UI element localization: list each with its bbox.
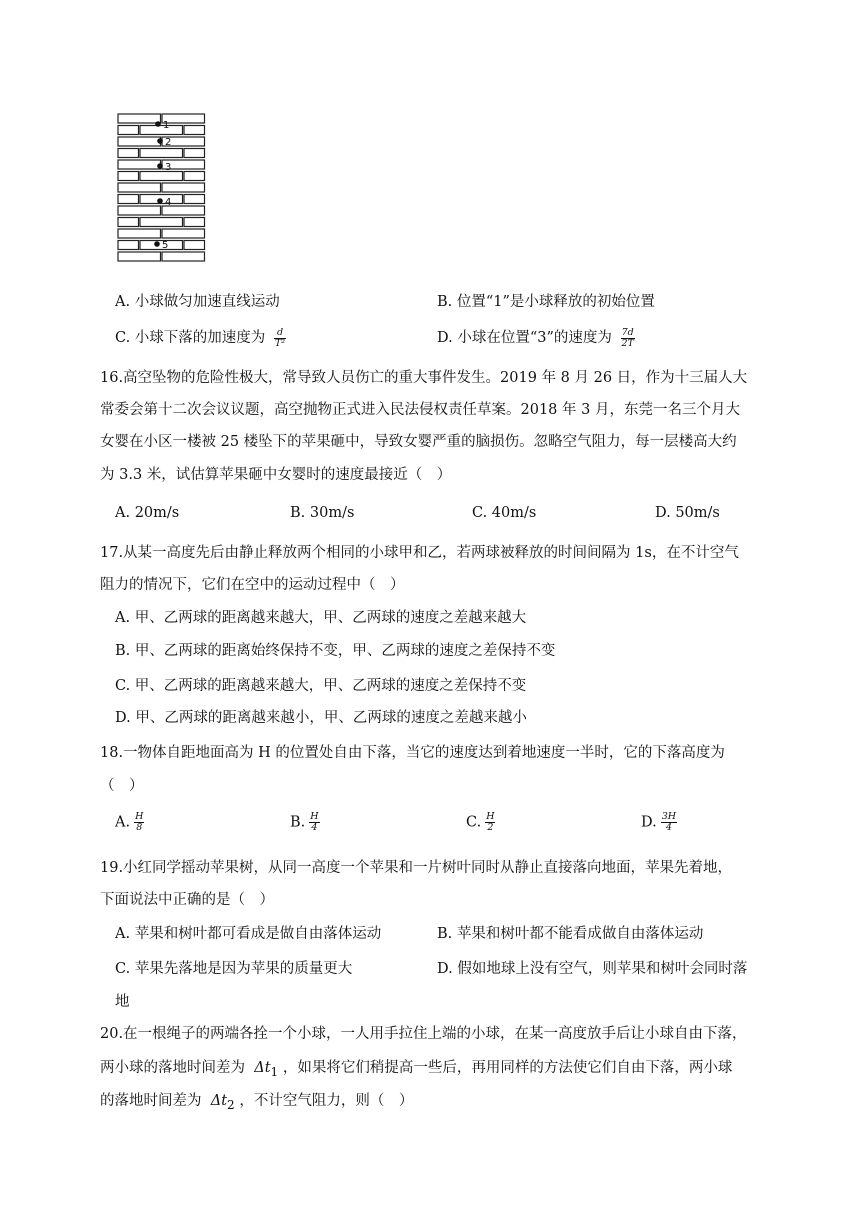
brick — [184, 126, 205, 135]
q15-option-b: B. 位置“1”是小球释放的初始位置 — [437, 294, 655, 310]
brick — [184, 241, 205, 250]
ball-position-4 — [157, 198, 163, 204]
ball-position-5 — [154, 241, 160, 247]
q19-line-2: 下面说法中正确的是（ ） — [100, 892, 274, 908]
q20-line-2: 两小球的落地时间差为 $\Delta t_1$ ，如果将它们稍提高一些后，再用同样的方法使它们自由下落，两小球 — [100, 1060, 733, 1079]
q15-option-a: A. 小球做匀加速直线运动 — [115, 294, 280, 310]
brick — [162, 252, 205, 261]
q17-option-a: A. 甲、乙两球的距离越来越大，甲、乙两球的速度之差越来越大 — [115, 610, 527, 626]
brick — [184, 218, 205, 227]
brick — [118, 114, 161, 123]
q18-option-c: C. $\frac{H}{2}$ — [466, 811, 495, 833]
q15-option-d: D. 小球在位置“3”的速度为 $\frac{7d}{2T}$ — [437, 326, 634, 349]
q17-line-1: 17.从某一高度先后由静止释放两个相同的小球甲和乙，若两球被释放的时间间隔为 1s，在不计空气 — [100, 545, 739, 561]
brick — [118, 241, 139, 250]
brick — [118, 149, 139, 158]
q19-option-a: A. 苹果和树叶都可看成是做自由落体运动 — [115, 926, 382, 942]
q19-option-c: C. 苹果先落地是因为苹果的质量更大 — [115, 961, 353, 977]
brick — [118, 137, 161, 146]
q19-option-d-continued: 地 — [115, 994, 130, 1010]
brick — [118, 172, 139, 181]
ball-position-2 — [157, 138, 163, 144]
ball-position-3 — [157, 163, 163, 169]
q18-line-1: 18.一物体自距地面高为 H 的位置处自由下落，当它的速度达到着地速度一半时，它的下落高度为 — [100, 745, 725, 761]
brick — [118, 218, 139, 227]
ball-label-4: 4 — [165, 197, 172, 208]
q16-option-d: D. 50m/s — [655, 505, 720, 521]
brick — [118, 160, 161, 169]
q16-line-1: 16.高空坠物的危险性极大，常导致人员伤亡的重大事件发生。2019 年 8 月 26 日，作为十三届人大 — [100, 370, 748, 386]
brick — [118, 195, 139, 204]
q19-option-d: D. 假如地球上没有空气，则苹果和树叶会同时落 — [437, 961, 748, 977]
fraction-7d-over-2t: $\frac{7d}{2T}$ — [621, 326, 634, 349]
ball-label-2: 2 — [165, 137, 172, 148]
ball-label-5: 5 — [162, 240, 169, 251]
brick — [162, 229, 205, 238]
q18-option-d: D. $\frac{3H}{4}$ — [641, 811, 677, 833]
q17-line-2: 阻力的情况下，它们在空中的运动过程中（ ） — [100, 577, 405, 593]
q18-line-2: （ ） — [100, 778, 144, 794]
q16-line-2: 常委会第十二次会议议题，高空抛物正式进入民法侵权责任草案。2018 年 3 月，东莞一名三个月大 — [100, 402, 740, 418]
q17-option-b: B. 甲、乙两球的距离始终保持不变，甲、乙两球的速度之差保持不变 — [115, 643, 556, 659]
brick — [140, 172, 183, 181]
q19-option-b: B. 苹果和树叶都不能看成做自由落体运动 — [437, 926, 704, 942]
delta-t1: Δt — [254, 1060, 271, 1076]
q18-option-b: B. $\frac{H}{4}$ — [290, 811, 319, 833]
brick — [118, 206, 161, 215]
q16-line-3: 女婴在小区一楼被 25 楼坠下的苹果砸中，导致女婴严重的脑损伤。忽略空气阻力，每一层楼高大约 — [100, 434, 737, 450]
q17-option-d: D. 甲、乙两球的距离越来越小，甲、乙两球的速度之差越来越小 — [115, 710, 527, 726]
q20-line-3: 的落地时间差为 $\Delta t_2$ ，不计空气阻力，则（ ） — [100, 1093, 414, 1112]
q16-option-b: B. 30m/s — [290, 505, 355, 521]
delta-t2: Δt — [210, 1093, 228, 1109]
q16-line-4: 为 3.3 米，试估算苹果砸中女婴时的速度最接近（ ） — [100, 467, 452, 483]
ball-position-1 — [155, 121, 161, 127]
brick — [118, 183, 161, 192]
brick — [184, 172, 205, 181]
q17-option-c: C. 甲、乙两球的距离越来越大，甲、乙两球的速度之差保持不变 — [115, 678, 527, 694]
q19-line-1: 19.小红同学摇动苹果树，从同一高度一个苹果和一片树叶同时从静止直接落向地面，苹果先着地， — [100, 860, 733, 876]
brick — [184, 195, 205, 204]
brick — [118, 229, 161, 238]
q15-option-c: C. 小球下落的加速度为 $\frac{d}{\text{T²}}$ — [115, 326, 286, 349]
brick — [140, 218, 183, 227]
brick-wall-figure — [110, 110, 215, 275]
q16-option-c: C. 40m/s — [472, 505, 537, 521]
q20-line-1: 20.在一根绳子的两端各拴一个小球，一人用手拉住上端的小球，在某一高度放手后让小球自由下落， — [100, 1026, 747, 1042]
q16-option-a: A. 20m/s — [115, 505, 180, 521]
brick — [140, 149, 183, 158]
brick — [140, 126, 183, 135]
ball-label-3: 3 — [165, 162, 172, 173]
brick — [118, 126, 139, 135]
fraction-d-over-t2: $\frac{d}{\text{T²}}$ — [274, 326, 286, 349]
ball-label-1: 1 — [163, 120, 170, 131]
q18-option-a: A. $\frac{H}{8}$ — [115, 811, 144, 833]
brick — [162, 183, 205, 192]
brick — [118, 252, 161, 261]
brick — [184, 149, 205, 158]
